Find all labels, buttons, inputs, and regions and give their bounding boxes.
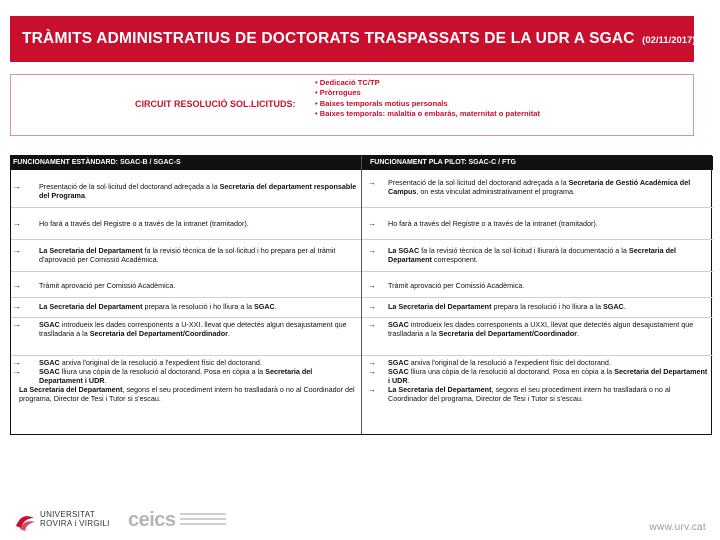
page-title: TRÀMITS ADMINISTRATIUS DE DOCTORATS TRASPASSATS DE LA UDR A SGAC xyxy=(22,30,635,47)
arrow-icon: → xyxy=(368,320,376,329)
table-row: → Tràmit aprovació per Comissió Acadèmica. xyxy=(362,272,713,298)
table-row: → La SGAC fa la revisió tècnica de la sol·licitud i lliurarà la documentació a la Secretaria del Departament corresponent. xyxy=(362,240,713,272)
ceics-wordmark: ceics xyxy=(128,509,176,531)
arrow-icon: → xyxy=(368,178,376,187)
arrow-icon: → xyxy=(13,219,21,228)
arrow-icon: → xyxy=(13,182,21,191)
website-url: www.urv.cat xyxy=(649,522,706,533)
circuit-label: CIRCUIT RESOLUCIÓ SOL.LICITUDS: xyxy=(135,99,296,109)
table-row: → Presentació de la sol·licitud del doctorand adreçada a la Secretaria del departament responsable del Programa. xyxy=(11,172,361,208)
arrow-icon: → xyxy=(13,367,21,376)
table-row: → SGAC arxiva l'original de la resolució a l'expedient físic del doctorand. → SGAC lliura una còpia de la resolució al doctorand. Posa en còpia a la Secretaria del Departament i UDR. La Secretaria del Departament, segons el seu procediment intern ho traslladarà o no al Coordinador del programa, Director de Tesi i Tutor si s'escau. xyxy=(13,358,355,403)
pilot-column xyxy=(362,156,713,434)
arrow-icon: → xyxy=(13,302,21,311)
circuit-item: • Baixes temporals: malaltia o embaràs, maternitat o paternitat xyxy=(315,109,541,119)
table-row: → La Secretaria del Departament prepara la resolució i ho lliura a la SGAC. xyxy=(11,298,361,318)
table-row: → Ho farà a través del Registre o a través de la intranet (tramitador). xyxy=(362,208,713,240)
ceics-lines-icon xyxy=(180,513,226,528)
circuit-item: • Pròrrogues xyxy=(315,88,361,98)
table-row: → Tràmit aprovació per Comissió Acadèmica. xyxy=(11,272,361,298)
arrow-icon: → xyxy=(368,385,376,394)
arrow-icon: → xyxy=(13,246,21,255)
arrow-icon: → xyxy=(368,246,376,255)
table-row: → SGAC introdueix les dades corresponents a UXXI, llevat que detectés algun desajustament que traslladaria a la Secretaria del Departament/Coordinador. xyxy=(362,318,713,356)
table-row: → Ho farà a través del Registre o a través de la intranet (tramitador). xyxy=(11,208,361,240)
arrow-icon: → xyxy=(13,320,21,329)
urv-logo-mark-icon xyxy=(14,510,36,532)
title-banner xyxy=(10,16,694,62)
table-row: → La Secretaria del Departament fa la revisió tècnica de la sol·licitud i ho prepara per al tràmit d'aprovació per Comissió Acadèmica. xyxy=(11,240,361,272)
title-date: (02/11/2017) xyxy=(642,35,696,46)
urv-name: UNIVERSITAT ROVIRA i VIRGILI xyxy=(40,510,110,528)
pilot-column-header: FUNCIONAMENT PLA PILOT: SGAC-C / FTG xyxy=(362,156,713,170)
table-row: → SGAC introdueix les dades corresponents a U-XXI. llevat que detectés algun desajustament que traslladaria a la Secretaria del Departament/Coordinador. xyxy=(11,318,361,356)
arrow-icon: → xyxy=(368,281,376,290)
arrow-icon: → xyxy=(13,358,21,367)
ceics-logo xyxy=(128,509,258,535)
comparison-table xyxy=(10,155,712,435)
standard-column-header: FUNCIONAMENT ESTÀNDARD: SGAC-B / SGAC-S xyxy=(11,156,361,170)
arrow-icon: → xyxy=(368,302,376,311)
circuit-list xyxy=(315,78,540,120)
circuit-box xyxy=(10,74,694,136)
table-row: → Presentació de la sol·licitud del doctorand adreçada a la Secretaria de Gestió Acadèmica del Campus, on esta vinculat administrativament el programa. xyxy=(362,172,713,208)
arrow-icon: → xyxy=(368,367,376,376)
arrow-icon: → xyxy=(13,281,21,290)
table-row: → La Secretaria del Departament prepara la resolució i ho lliura a la SGAC. xyxy=(362,298,713,318)
circuit-item: • Baixes temporals motius personals xyxy=(315,98,448,108)
arrow-icon: → xyxy=(368,219,376,228)
standard-column xyxy=(11,156,362,434)
circuit-item: • Dedicació TC/TP xyxy=(315,78,380,87)
arrow-icon: → xyxy=(368,358,376,367)
table-row: → SGAC arxiva l'original de la resolució a l'expedient físic del doctorand. → SGAC lliura una còpia de la resolució al doctorand. Posa en còpia a la Secretaria del Departament i UDR. → La Secretaria del Departament, segons el seu procediment intern ho traslladarà o no al Coordinador del programa, Director de Tesi i Tutor si s'escau. xyxy=(368,358,708,403)
